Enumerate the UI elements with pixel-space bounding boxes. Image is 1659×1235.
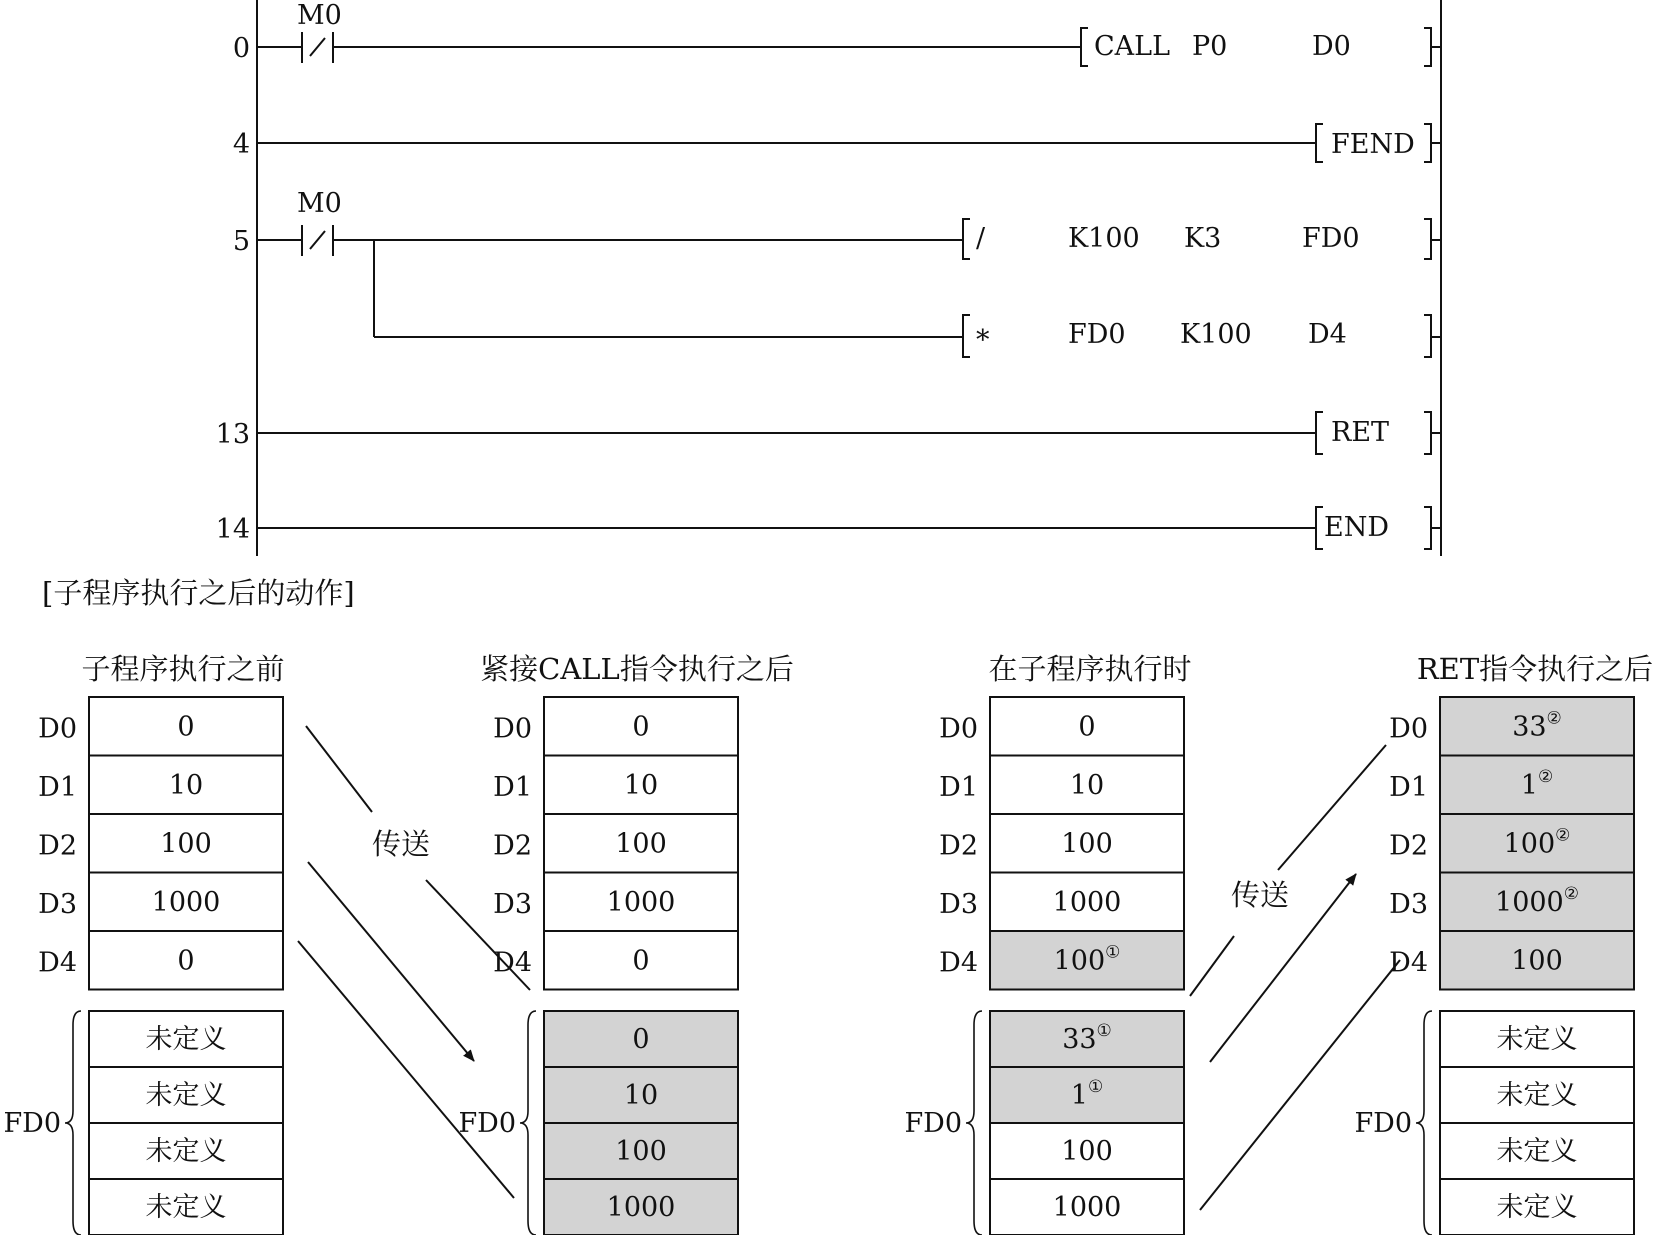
- d-cell-value: 10: [168, 769, 204, 801]
- d-cell-value: 33②: [1512, 708, 1562, 743]
- fd-register-table: [458, 1011, 738, 1235]
- transfer-line-to-d0-cont: [1278, 745, 1386, 870]
- footnote-mark: ①: [1105, 942, 1121, 963]
- d-register-label: D1: [939, 771, 978, 803]
- d-cell-value: 10: [623, 769, 659, 801]
- fd-cell-value: 未定义: [145, 1080, 227, 1111]
- step-number-14: 14: [215, 514, 250, 545]
- d-register-label: D0: [939, 713, 978, 745]
- footnote-mark: ②: [1555, 825, 1571, 846]
- contact-0-slash: [310, 38, 325, 56]
- d-register-label: D0: [1389, 713, 1428, 745]
- footnote-mark: ①: [1096, 1021, 1112, 1041]
- panel-title: 在子程序执行时: [988, 652, 1192, 686]
- d-register-table: [1389, 697, 1634, 990]
- instr-0-mnemonic: CALL: [1094, 31, 1171, 62]
- instr-14-mnemonic: END: [1324, 512, 1389, 543]
- transfer-label-ret: 传送: [1230, 878, 1290, 912]
- d-register-table: [939, 697, 1184, 990]
- d-register-label: D4: [493, 947, 532, 979]
- d-cell-value: 1000: [151, 886, 221, 918]
- fd-brace: [520, 1011, 536, 1235]
- instr-5-operand-3: FD0: [1302, 223, 1360, 254]
- d-register-label: D1: [38, 771, 77, 803]
- contact-5-slash: [310, 231, 325, 249]
- instr-0-right-bracket: [1424, 28, 1431, 66]
- step-number-0: 0: [232, 33, 250, 64]
- instr-branch-operand-1: FD0: [1068, 319, 1126, 350]
- d-cell-value: 100①: [1053, 942, 1121, 977]
- fd-cell-value: 1000: [606, 1192, 676, 1223]
- instr-13-mnemonic: RET: [1331, 417, 1390, 448]
- instr-13-left-bracket: [1316, 412, 1323, 454]
- d-cell-value: 1000: [1052, 886, 1122, 918]
- d-cell-value: 0: [177, 945, 195, 977]
- footnote-mark: ②: [1537, 766, 1554, 787]
- fd-register-label: FD0: [1354, 1108, 1412, 1139]
- d-cell-value: 10: [1069, 769, 1105, 801]
- d-cell-value: 100: [160, 828, 212, 860]
- fd-register-table: [3, 1011, 283, 1235]
- transfer-arrow-d2: [308, 862, 474, 1061]
- panel-title: 紧接CALL指令执行之后: [480, 652, 794, 686]
- d-register-label: D3: [493, 888, 532, 920]
- d-cell-value: 0: [632, 711, 650, 743]
- step-number-4: 4: [232, 129, 250, 160]
- instr-5-right-bracket: [1424, 219, 1431, 259]
- instr-5-operand-1: K100: [1068, 223, 1140, 254]
- d-register-label: D3: [38, 888, 77, 920]
- fd-cell-value: 未定义: [145, 1024, 227, 1055]
- fd-cell-value: 100: [615, 1136, 667, 1167]
- instr-branch-left-bracket: [963, 315, 970, 357]
- fd-cell-value: 未定义: [1496, 1192, 1578, 1223]
- instr-4-right-bracket: [1424, 124, 1431, 162]
- fd-cell-value: 100: [1061, 1136, 1113, 1167]
- fd-cell-value: 未定义: [145, 1192, 227, 1223]
- instr-5-left-bracket: [963, 219, 970, 259]
- fd-cell-value: 未定义: [145, 1136, 227, 1167]
- footnote-mark: ①: [1087, 1077, 1104, 1097]
- d-register-label: D2: [1389, 830, 1428, 862]
- d-register-label: D4: [939, 947, 978, 979]
- d-cell-value: 100: [1061, 828, 1113, 860]
- fd-cell-value: 未定义: [1496, 1136, 1578, 1167]
- ladder-diagram: [257, 0, 1441, 556]
- d-register-label: D1: [493, 771, 532, 803]
- instr-branch-operand-2: K100: [1180, 319, 1252, 350]
- contact-5-label: M0: [297, 188, 342, 219]
- fd-register-label: FD0: [458, 1108, 516, 1139]
- instr-14-right-bracket: [1424, 507, 1431, 549]
- d-register-label: D1: [1389, 771, 1428, 803]
- contact-0-label: M0: [297, 0, 342, 31]
- fd-cell-value: 33①: [1062, 1021, 1112, 1055]
- fd-cell-value: 10: [623, 1080, 659, 1111]
- fd-register-table: [904, 1011, 1184, 1235]
- instr-branch-operand-3: D4: [1308, 319, 1347, 350]
- fd-cell-value: 0: [632, 1024, 650, 1055]
- fd-cell-value: 1①: [1070, 1077, 1104, 1111]
- instr-0-left-bracket: [1081, 28, 1088, 66]
- d-register-label: D2: [493, 830, 532, 862]
- transfer-line-to-d0: [1190, 936, 1234, 996]
- footnote-mark: ②: [1546, 708, 1562, 729]
- d-cell-value: 0: [177, 711, 195, 743]
- instr-5-mnemonic: /: [976, 223, 986, 254]
- step-number-13: 13: [215, 419, 250, 450]
- instr-5-operand-2: K3: [1184, 223, 1222, 254]
- instr-branch-right-bracket: [1424, 315, 1431, 357]
- panel-title: RET指令执行之后: [1416, 652, 1654, 686]
- footnote-mark: ②: [1563, 883, 1579, 904]
- d-register-label: D0: [38, 713, 77, 745]
- panel-after-call: [458, 652, 793, 1235]
- fd-cell-value: 未定义: [1496, 1024, 1578, 1055]
- d-cell-value: 100②: [1503, 825, 1571, 860]
- d-register-label: D2: [38, 830, 77, 862]
- transfer-line-to-d4: [1200, 960, 1400, 1210]
- transfer-label-call: 传送: [371, 827, 431, 861]
- instr-14-left-bracket: [1316, 507, 1323, 549]
- d-cell-value: 1000②: [1495, 883, 1579, 918]
- panel-before-subroutine: [3, 652, 284, 1235]
- fd-cell-value: 1000: [1052, 1192, 1122, 1223]
- fd-register-table: [1354, 1011, 1634, 1235]
- d-cell-value: 1000: [606, 886, 676, 918]
- instr-branch-mnemonic: *: [976, 325, 990, 356]
- instr-0-operand-1: P0: [1192, 31, 1228, 62]
- d-register-label: D3: [939, 888, 978, 920]
- d-register-label: D4: [38, 947, 77, 979]
- transfer-line-d0: [306, 726, 372, 812]
- panel-during-subroutine: [904, 652, 1191, 1235]
- instr-13-right-bracket: [1424, 412, 1431, 454]
- d-register-table: [38, 697, 283, 990]
- d-register-label: D2: [939, 830, 978, 862]
- d-cell-value: 100: [615, 828, 667, 860]
- fd-register-label: FD0: [3, 1108, 61, 1139]
- panel-after-ret: [1354, 652, 1653, 1235]
- panel-title: 子程序执行之前: [81, 652, 285, 686]
- d-register-table: [493, 697, 738, 990]
- d-register-label: D0: [493, 713, 532, 745]
- fd-register-label: FD0: [904, 1108, 962, 1139]
- d-register-label: D3: [1389, 888, 1428, 920]
- step-number-5: 5: [232, 226, 250, 257]
- instr-4-left-bracket: [1316, 124, 1323, 162]
- fd-brace: [65, 1011, 81, 1235]
- d-cell-value: 0: [1078, 711, 1096, 743]
- fd-cell-value: 未定义: [1496, 1080, 1578, 1111]
- instr-4-mnemonic: FEND: [1331, 129, 1415, 160]
- instr-0-operand-2: D0: [1312, 31, 1351, 62]
- d-cell-value: 0: [632, 945, 650, 977]
- section-title: [子程序执行之后的动作]: [42, 576, 355, 610]
- transfer-arrows-ret: [1190, 745, 1400, 1210]
- fd-brace: [1416, 1011, 1432, 1235]
- d-register-label: D4: [1389, 947, 1428, 979]
- d-cell-value: 1②: [1520, 766, 1554, 801]
- d-cell-value: 100: [1511, 945, 1563, 977]
- ladder-text: [216, 0, 1415, 545]
- fd-brace: [966, 1011, 982, 1235]
